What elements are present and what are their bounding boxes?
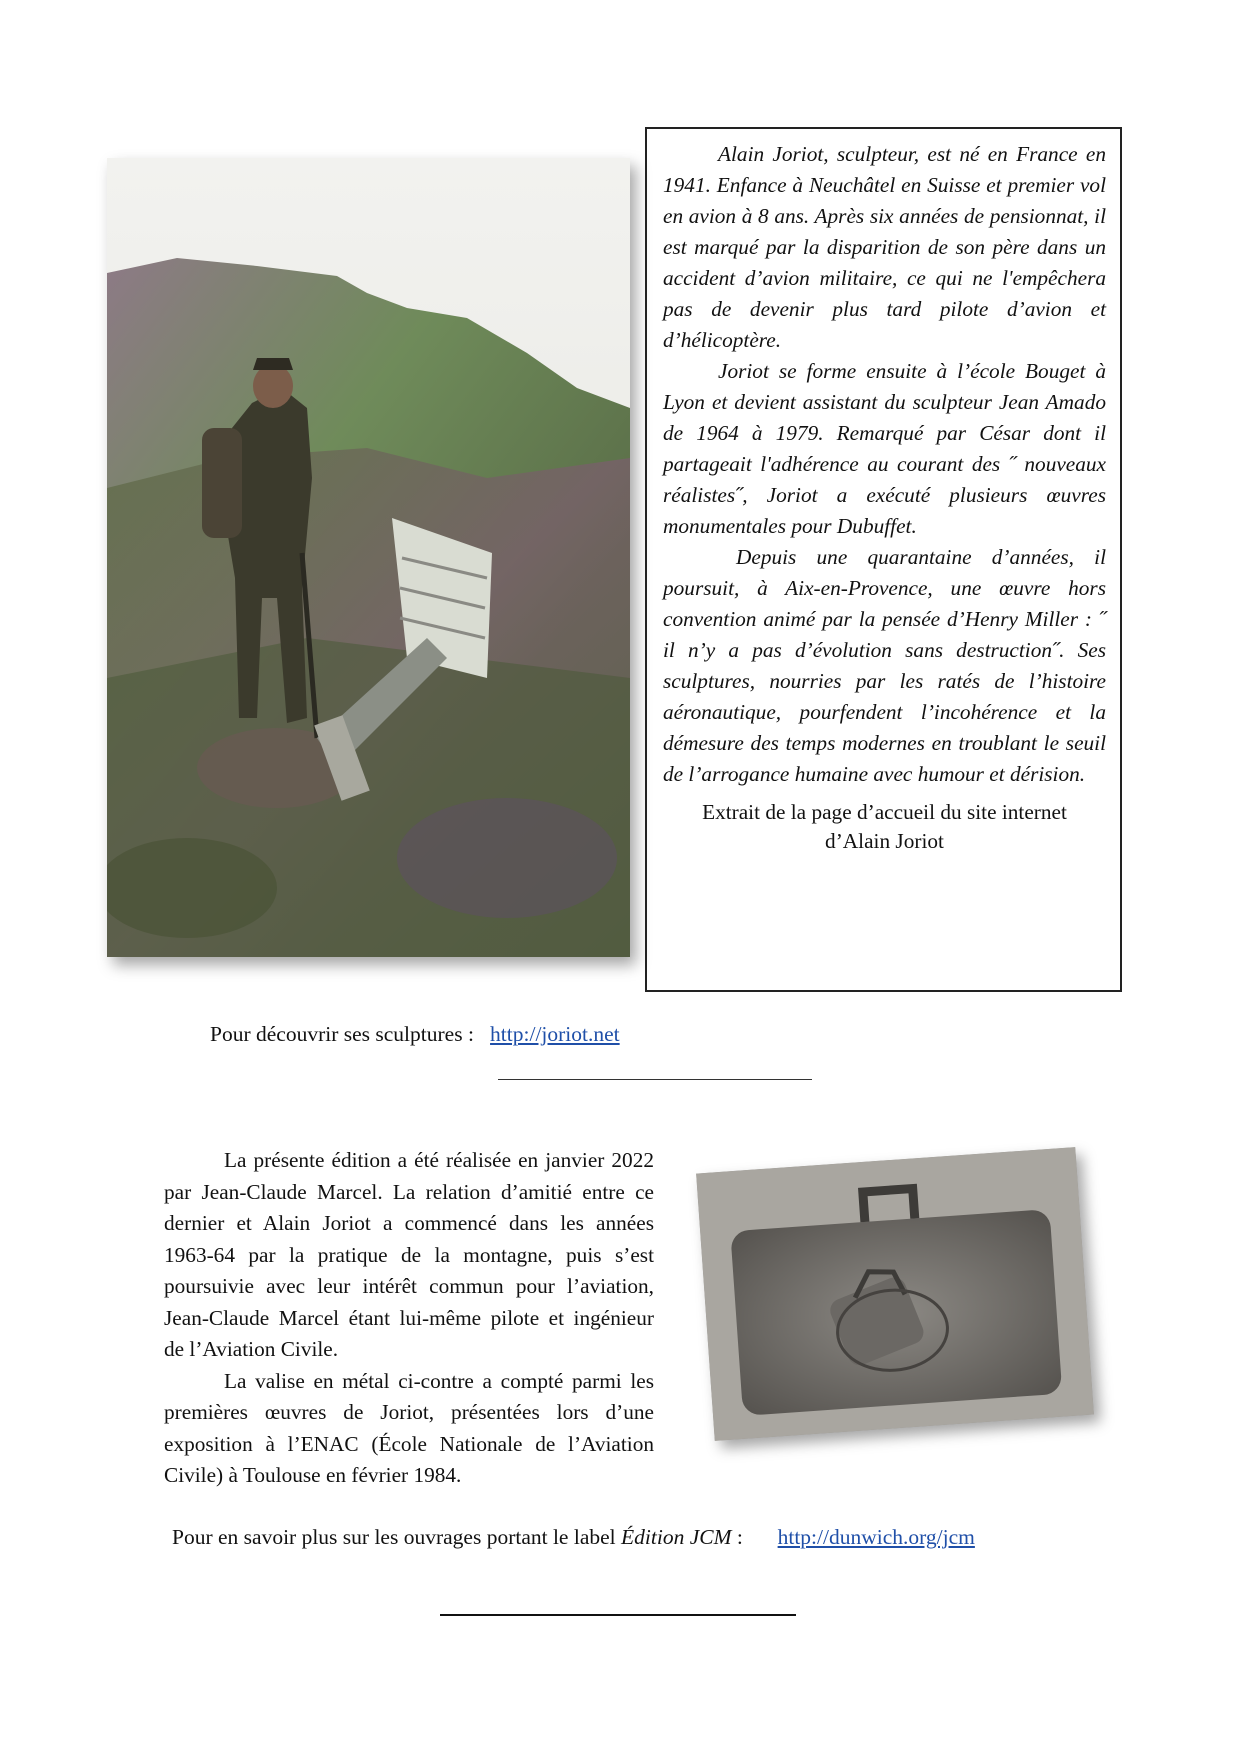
photo-hiker-with-wreckage: [107, 158, 630, 957]
discover-label: Pour découvrir ses sculptures :: [210, 1022, 474, 1046]
bio-paragraph-1: Alain Joriot, sculpteur, est né en France en 1941. Enfance à Neuchâtel en Suisse et premier vol en avion à 8 ans. Après six années de pensionnat, il est marqué par la disparition de son père dans un accident d’avion militaire, ce qui ne l'empêchera pas de devenir plus tard pilote d’avion et d’hélicoptère.: [663, 142, 1106, 352]
bio-paragraph-3: Depuis une quarantaine d’années, il poursuit, à Aix-en-Provence, une œuvre hors convention animé par la pensée d’Henry Miller : ˝ il n’y a pas d’évolution sans destruction˝. Ses sculptures, nourries par les ratés de l’histoire aéronautique, pourfendent l’incohérence et la démesure des temps modernes en troublant le seuil de l’arrogance humaine avec humour et dérision.: [663, 545, 1106, 786]
biography-box: [645, 127, 1122, 992]
bio-credit-line-1: Extrait de la page d’accueil du site internet: [702, 800, 1067, 824]
separator-rule: [498, 1079, 812, 1080]
bottom-rule: [440, 1614, 796, 1616]
joriot-site-link[interactable]: http://joriot.net: [490, 1022, 620, 1046]
more-label-italic: Édition JCM: [621, 1525, 732, 1549]
edition-paragraph-1: La présente édition a été réalisée en janvier 2022 par Jean-Claude Marcel. La relation d’amitié entre ce dernier et Alain Joriot a commencé dans les années 1963-64 par la pratique de la montagne, puis s’est poursuivie avec leur intérêt commun pour l’aviation, Jean-Claude Marcel étant lui-même pilote et ingénieur de l’Aviation Civile.: [164, 1148, 654, 1361]
edition-paragraph-2: La valise en métal ci-contre a compté parmi les premières œuvres de Joriot, présentées lors d’une exposition à l’ENAC (École Nationale de l’Aviation Civile) à Toulouse en février 1984.: [164, 1368, 654, 1487]
more-info-line: [172, 1525, 975, 1550]
discover-line: [210, 1022, 620, 1047]
photo-metal-suitcase: [696, 1147, 1094, 1441]
bio-credit-line-2: d’Alain Joriot: [825, 829, 944, 853]
edition-text: [164, 1145, 654, 1492]
more-colon: :: [736, 1525, 743, 1549]
bio-paragraph-2: Joriot se forme ensuite à l’école Bouget à Lyon et devient assistant du sculpteur Jean Amado de 1964 à 1979. Remarqué par César dont il partageait l'adhérence au courant des ˝ nouveaux réalistes˝, Joriot a exécuté plusieurs œuvres monumentales pour Dubuffet.: [663, 359, 1106, 538]
jcm-site-link[interactable]: http://dunwich.org/jcm: [777, 1525, 975, 1549]
bio-credit: [663, 798, 1106, 856]
more-label: Pour en savoir plus sur les ouvrages portant le label: [172, 1525, 616, 1549]
